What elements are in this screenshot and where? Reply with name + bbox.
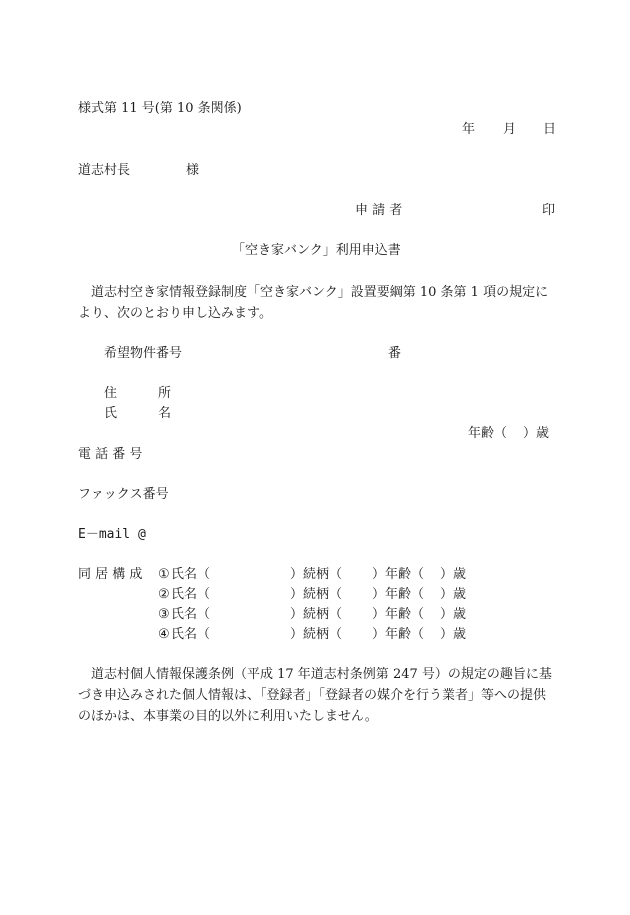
property-number-label: 希望物件番号 — [104, 346, 183, 361]
date-year-label: 年 — [462, 122, 476, 137]
row-age-unit: ）歳 — [440, 567, 467, 582]
row-number: ① — [158, 567, 170, 582]
phone-label: 電 話 番 号 — [78, 447, 143, 462]
age-close: ）歳 — [523, 426, 550, 441]
addressee-title: 道志村長 — [78, 163, 131, 178]
household-label: 同 居 構 成 — [78, 567, 143, 582]
row-number: ④ — [158, 627, 170, 642]
row-name-label: 氏名（ — [171, 567, 211, 582]
row-age-label: ）年齢（ — [372, 607, 425, 622]
name-label-char1: 氏 — [104, 406, 118, 421]
date-day-label: 日 — [543, 122, 557, 137]
row-name-label: 氏名（ — [171, 607, 211, 622]
email-label: E－mail @ — [78, 527, 146, 542]
row-age-unit: ）歳 — [440, 607, 467, 622]
row-number: ② — [158, 587, 170, 602]
row-age-label: ）年齢（ — [372, 567, 425, 582]
date-month-label: 月 — [503, 122, 517, 137]
row-number: ③ — [158, 607, 170, 622]
seal-mark: 印 — [542, 203, 556, 218]
row-relation-label: ）続柄（ — [290, 607, 343, 622]
addressee-honorific: 様 — [186, 163, 200, 178]
form-number: 様式第 11 号(第 10 条関係) — [78, 101, 242, 116]
row-age-unit: ）歳 — [440, 627, 467, 642]
document-title: 「空き家バンク」利用申込書 — [232, 243, 401, 258]
age-open: 年齢（ — [468, 426, 508, 441]
row-relation-label: ）続柄（ — [290, 567, 343, 582]
address-label-char1: 住 — [104, 386, 118, 401]
row-relation-label: ）続柄（ — [290, 627, 343, 642]
name-label-char2: 名 — [158, 406, 172, 421]
intro-paragraph: 道志村空き家情報登録制度「空き家バンク」設置要綱第 10 条第 1 項の規定により、次のとおり申し込みます。 — [78, 285, 549, 321]
address-label-char2: 所 — [158, 386, 172, 401]
row-name-label: 氏名（ — [171, 587, 211, 602]
row-age-label: ）年齢（ — [372, 587, 425, 602]
row-name-label: 氏名（ — [171, 627, 211, 642]
row-relation-label: ）続柄（ — [290, 587, 343, 602]
fax-label: ファックス番号 — [78, 487, 169, 502]
privacy-paragraph: 道志村個人情報保護条例（平成 17 年道志村条例第 247 号）の規定の趣旨に基づき申込みされた個人情報は、「登録者」「登録者の媒介を行う業者」等への提供のほかは、本事業の目的以外に利用いたしません。 — [78, 667, 552, 724]
row-age-unit: ）歳 — [440, 587, 467, 602]
applicant-label: 申 請 者 — [355, 203, 403, 218]
property-number-suffix: 番 — [388, 346, 402, 361]
row-age-label: ）年齢（ — [372, 627, 425, 642]
